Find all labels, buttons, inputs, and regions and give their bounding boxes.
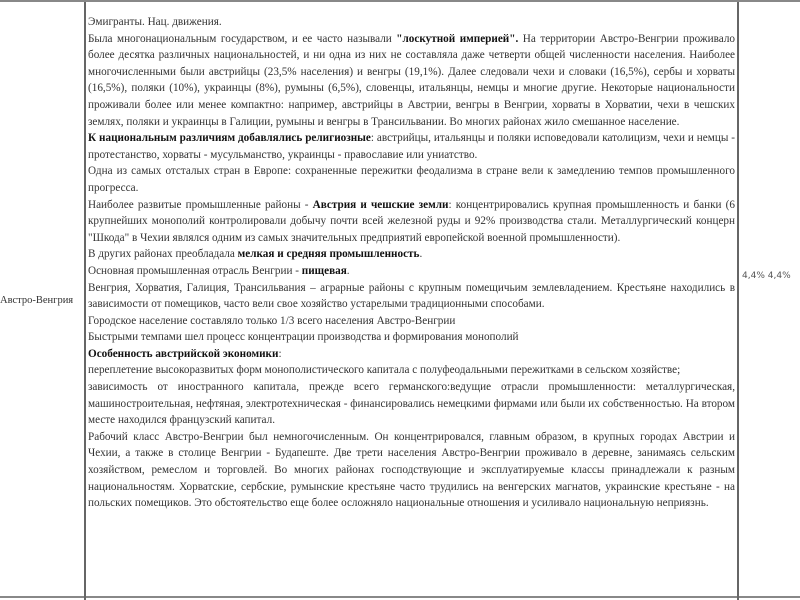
text: На территории Австро-Венгрии проживало более десятка различных национальностей, и ни одна из них не составляла даже четверти общей численности населения. Наиболее многочисленными были австрийцы (23,5% населения) и венгры (19,1%). Далее следовали чехи и словаки (16,5%), сербы и хорваты (16,5%), поляки (10%), украинцы (8%), румыны (6,5%), словенцы, итальянцы, немцы и многие другие. Некоторые национальности проживали более или менее компактно: например, австрийцы в Австрии, венгры в Венгрии, хорваты в Хорватии, чехи в чешских землях, поляки и украинцы в Галиции, румыны и венгры в Трансильвании. Во многих районах жило смешанное население. <box>88 32 735 128</box>
country-label: Австро-Венгрия <box>0 295 74 306</box>
paragraph <box>88 313 735 330</box>
text: Рабочий класс Австро-Венгрии был немногочисленным. Он концентрировался, главным образом, в крупных городах Австрии и Чехии, а также в столице Венгрии - Будапеште. Две трети населения Австро-Венгрии проживало в деревне, занимаясь сельским хозяйством, ремеслом и торговлей. Во многих районах господствующие и эксплуатируемые классы принадлежали к разным национальностям. Хорватские, сербские, румынские крестьяне часто трудились на венгерских магнатов, украинские крестьяне - на польских помещиков. Это обстоятельство еще более осложняло национальные отношения и усиливало национальную неприязнь. <box>88 430 735 510</box>
share-value-1: 4,4% <box>742 271 765 281</box>
text: Быстрыми темпами шел процесс концентрации производства и формирования монополий <box>88 331 519 344</box>
paragraph <box>88 362 735 379</box>
bold-text: "лоскутной империей". <box>396 32 519 45</box>
paragraph <box>88 346 735 363</box>
paragraph <box>88 280 735 313</box>
text: Одна из самых отсталых стран в Европе: сохраненные пережитки феодализма в стране вели к замедлению темпов промышленного прогресса. <box>88 165 735 194</box>
paragraph <box>88 429 735 512</box>
share-values <box>742 271 791 281</box>
paragraph <box>88 263 735 280</box>
bold-text: пищевая <box>301 264 347 277</box>
text: : концентрировались крупная промышленность и банки (6 крупнейших монополий контролировали добычу почти всей железной руды и 92% производства стали. Металлургический концерн "Шкода" в Чехии являлся одним из самых значительных предприятий европейской военной промышленности). <box>88 198 735 244</box>
text: . <box>419 248 423 261</box>
paragraph <box>88 163 735 196</box>
paragraph <box>88 130 735 163</box>
bold-text: К национальным различиям добавлялись религиозные <box>88 132 371 145</box>
paragraph <box>88 31 735 131</box>
paragraph <box>88 246 735 263</box>
text: Городское население составляло только 1/3 всего населения Австро-Венгрии <box>88 314 456 327</box>
text: . <box>346 264 350 277</box>
paragraph <box>88 379 735 429</box>
share-value-2: 4,4% <box>767 271 791 281</box>
bold-text: Австрия и чешские земли <box>312 198 449 211</box>
paragraph <box>88 329 735 346</box>
text: : <box>278 347 282 360</box>
paragraph <box>88 197 735 247</box>
country-cell <box>0 2 86 600</box>
text: Наиболее развитые промышленные районы - <box>88 198 313 211</box>
text: Была многонациональным государством, и ее часто называли <box>88 32 397 45</box>
share-cell <box>739 2 800 600</box>
text: В других районах преобладала <box>88 248 238 261</box>
text: Основная промышленная отрасль Венгрии - <box>88 264 302 277</box>
text: Эмигранты. Нац. движения. <box>88 16 222 28</box>
text: зависимость от иностранного капитала, прежде всего германского:ведущие отрасли промышленности: металлургическая, машиностроительная, нефтяная, электротехническая - финансировались немецкими фирмами или были их собственностью. На втором месте находился французский капитал. <box>88 381 735 427</box>
text: Венгрия, Хорватия, Галиция, Трансильвания – аграрные районы с крупным помещичьим землевладением. Крестьяне находились в зависимости от помещиков, часто вели свое хозяйство устарелыми традиционными способами. <box>88 281 735 311</box>
bold-text: мелкая и средняя промышленность <box>237 248 420 261</box>
text: : австрийцы, итальянцы и поляки исповедовали католицизм, чехи и немцы - протестанство, хорваты - мусульманство, украинцы - православие или униатство. <box>88 132 736 161</box>
bold-text: Особенность австрийской экономики <box>88 347 279 360</box>
text: переплетение высокоразвитых форм монополистического капитала с полуфеодальными пережитками в сельском хозяйстве; <box>88 364 681 377</box>
paragraph <box>88 14 735 31</box>
description-cell <box>86 2 739 600</box>
